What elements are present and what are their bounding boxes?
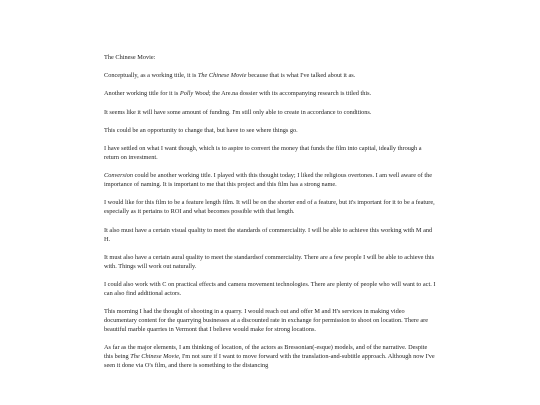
- italic-text: The Chinese Movie: [197, 72, 247, 80]
- paragraph: [104, 171, 436, 189]
- paragraph: [104, 253, 436, 271]
- paragraph-text: I have settled on what I want though, which is to aspire to convert the money that funds the film into capital, ideally through a return on investment.: [104, 144, 422, 161]
- paragraph-text: because that is what I've talked about it as.: [246, 72, 356, 80]
- italic-text: The Chinese Movie: [130, 353, 179, 361]
- paragraph-list: [104, 71, 436, 370]
- paragraph-text: I would like for this film to be a feature length film. It will be on the shorter end of a feature, but it's important for it to be a feature, especially as it pertains to ROI and what becomes possible with that length.: [104, 199, 435, 216]
- paragraph-text: I could also work with C on practical effects and camera movement technologies. There are plenty of people who will want to act. I can also find additional actors.: [104, 280, 436, 297]
- paragraph-text: This could be an opportunity to change that, but have to see where things go.: [104, 126, 298, 134]
- paragraph: [104, 280, 436, 298]
- paragraph: [104, 343, 436, 370]
- paragraph-text: It seems like it will have some amount of funding. I'm still only able to create in accordance to conditions.: [104, 108, 372, 116]
- paragraph-text: It must also have a certain aural quality to meet the standardsof commerciality. There are a few people I will be able to achieve this with. Things will work out naturally.: [104, 253, 435, 270]
- paragraph-text: could be another working title. I played with this thought today; I liked the religious overtones. I am well aware of the importance of naming. It is important to me that this project and this film has a strong name.: [104, 172, 433, 189]
- paragraph-text: Another working title for it is: [104, 90, 180, 98]
- paragraph: [104, 198, 436, 216]
- paragraph: [104, 144, 436, 162]
- paragraph: [104, 89, 436, 98]
- paragraph-text: ; the Are.na dossier with its accompanying research is titled this.: [208, 90, 372, 98]
- paragraph-text: As far as the major elements, I am thinking of location, of the actors as Bressonian(-esque) models, and of the narrative. Despite this being: [104, 344, 428, 361]
- paragraph: [104, 71, 436, 80]
- paragraph: [104, 226, 436, 244]
- paragraph-text: It also must have a certain visual quality to meet the standards of commerciality. I will be able to achieve this working with M and H.: [104, 226, 433, 243]
- paragraph-text: Conceptually, as a working title, it is: [104, 72, 198, 80]
- italic-text: Conversion: [104, 172, 134, 180]
- document-title: The Chinese Movie:: [104, 54, 156, 61]
- italic-text: Polly Wood: [179, 90, 209, 98]
- document-body: [104, 53, 436, 379]
- paragraph: [104, 108, 436, 117]
- paragraph-text: , I'm not sure if I want to move forward with the translation-and-subtitle approach. Although now I've seen it done via O's film, and there is something to the distancing: [104, 353, 435, 370]
- paragraph-text: This morning I had the thought of shooting in a quarry. I would reach out and offer M and H's services in making video documentary content for the quarrying businesses at a discounted rate in exchange for permission to shoot on location. There are beautiful marble quarries in Vermont that I believe would make for strong locations.: [104, 308, 429, 334]
- paragraph: [104, 307, 436, 334]
- paragraph: [104, 126, 436, 135]
